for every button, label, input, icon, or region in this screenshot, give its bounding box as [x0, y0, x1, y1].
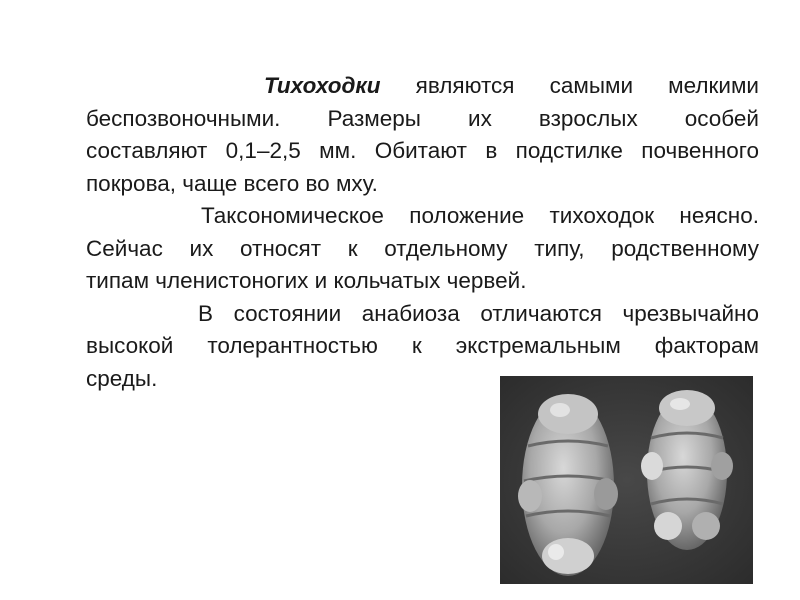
paragraph-line: высокой толерантностью к экстремальным факторам: [86, 333, 759, 358]
paragraph-line: типам членистоногих и кольчатых червей.: [86, 268, 527, 293]
paragraph-line: среды.: [86, 365, 158, 391]
paragraph-line: В состоянии анабиоза отличаются чрезвычайно: [198, 300, 759, 326]
paragraph-line: беспозвоночными. Размеры их взрослых особей: [86, 105, 759, 131]
paragraph-taxonomy: [86, 200, 759, 298]
paragraph-line: [86, 70, 759, 103]
paragraph-line: покрова, чаще всего во мху.: [86, 170, 378, 196]
paragraph-text: являются самыми мелкими: [415, 73, 759, 98]
term-tardigrades: Тихоходки: [264, 73, 381, 98]
paragraph-line: составляют 0,1–2,5 мм. Обитают в подстилке почвенного: [86, 138, 759, 163]
tardigrade-micrograph: [500, 376, 753, 584]
paragraph-tardigrades-intro: [86, 70, 759, 200]
paragraph-line: Таксономическое положение тихоходок неясно.: [201, 203, 759, 228]
paragraph-line: Сейчас их относят к отдельному типу, родственному: [86, 235, 759, 261]
text-block: [86, 70, 759, 395]
tardigrade-micrograph-image: [500, 376, 753, 584]
